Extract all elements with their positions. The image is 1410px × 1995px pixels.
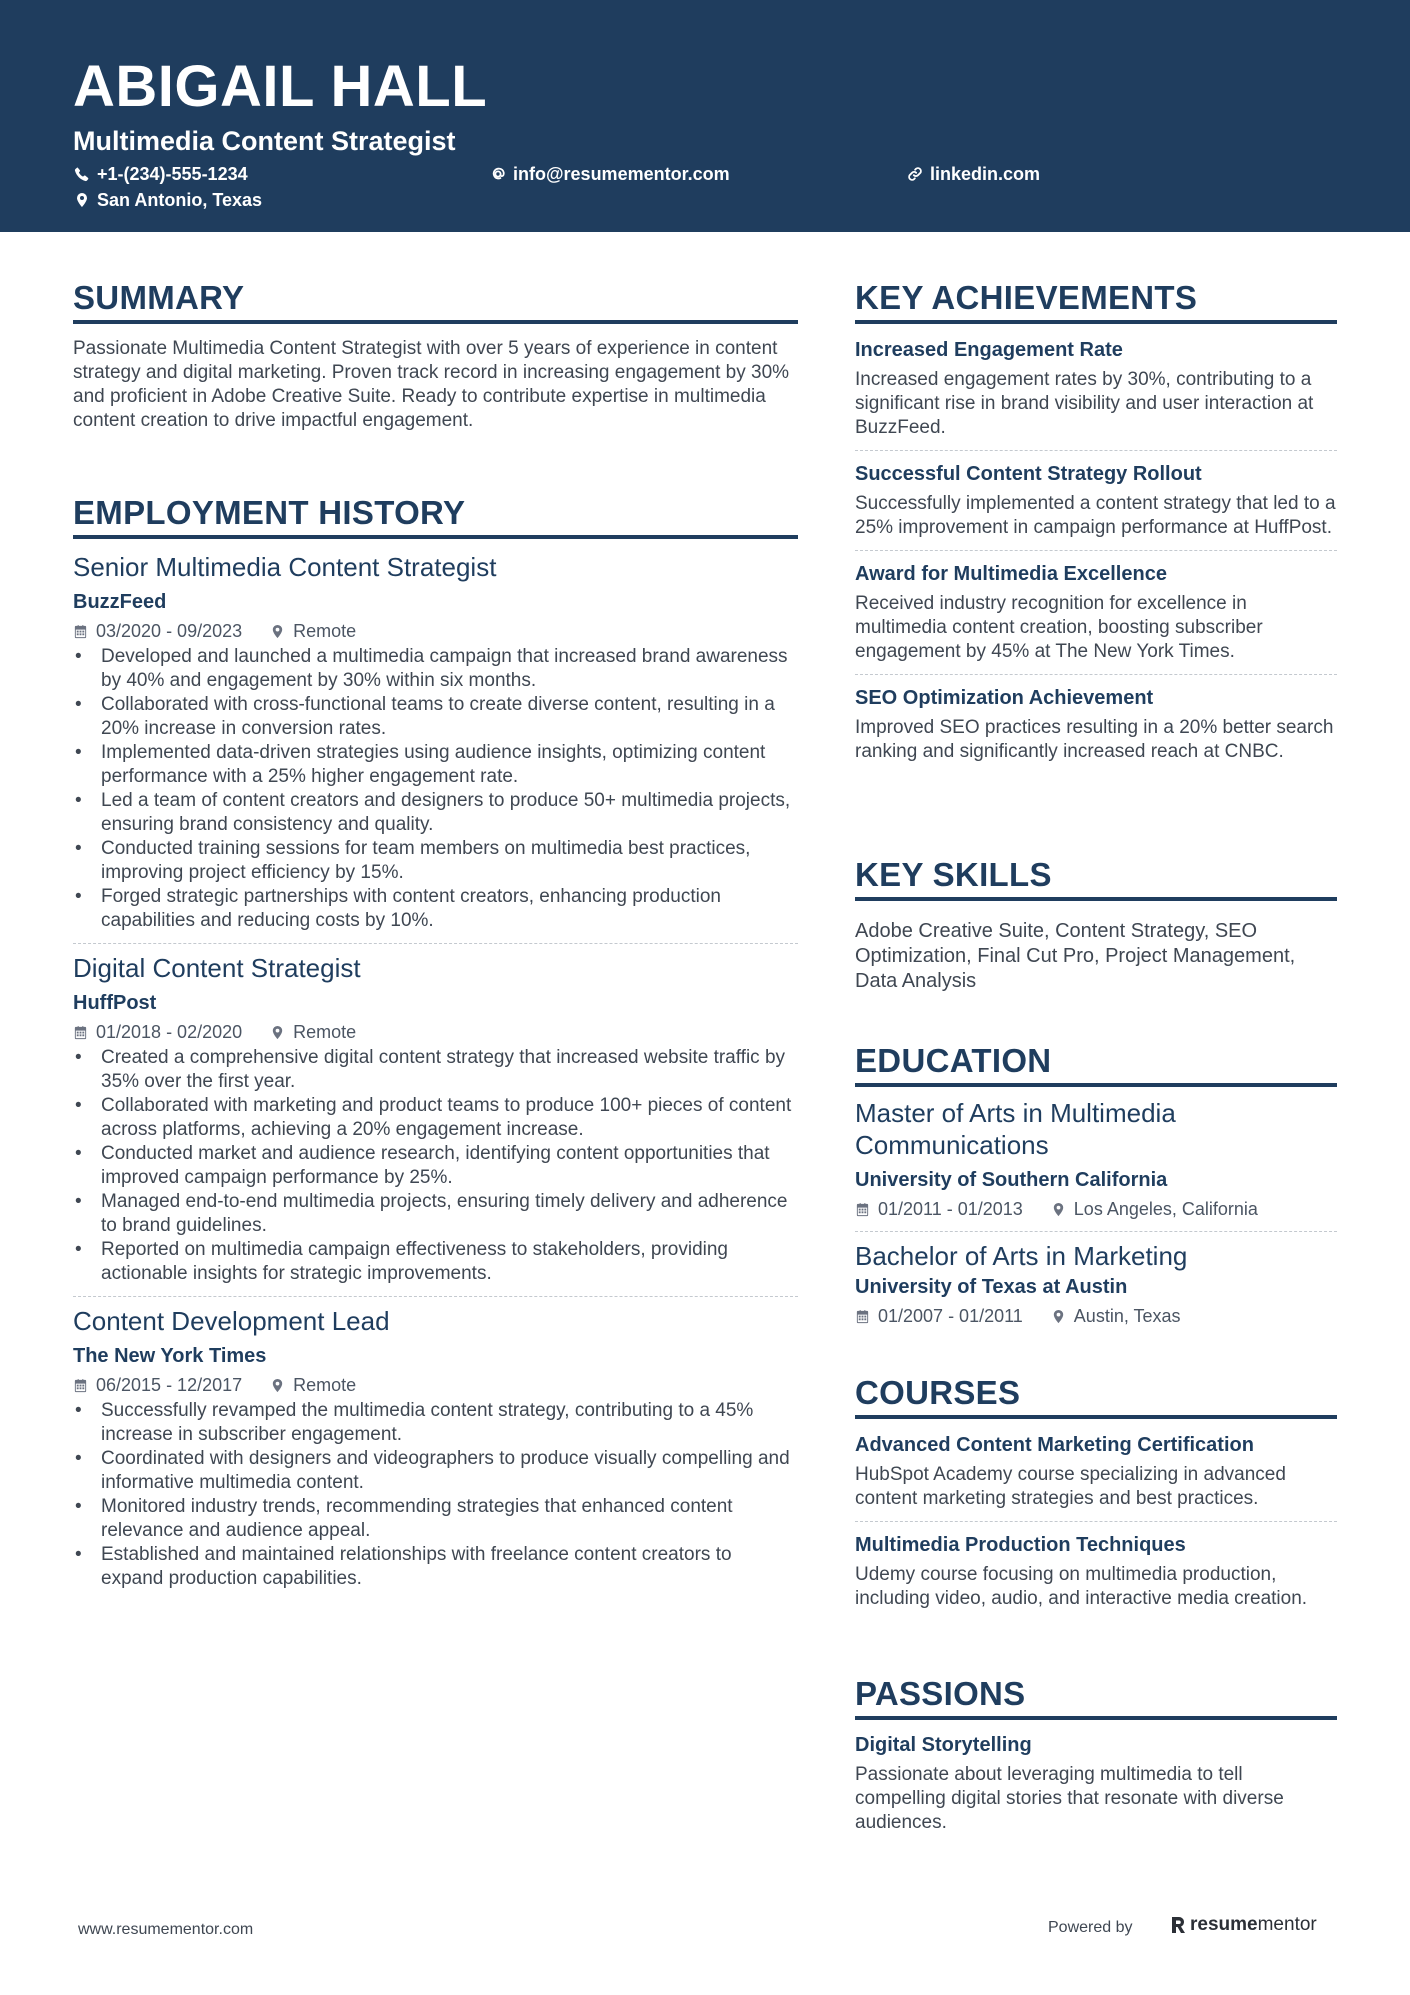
education-dates: 01/2011 - 01/2013 (855, 1197, 1023, 1221)
contact-email[interactable] (489, 165, 730, 183)
resumementor-logo-icon (1170, 1915, 1186, 1935)
passions-section (855, 1677, 1337, 1835)
bullet-item: • Collaborated with marketing and product teams to produce 100+ pieces of content across platforms, achieving a 20% engagement increase. (73, 1094, 798, 1142)
summary-section (73, 281, 798, 433)
calendar-icon (73, 1378, 88, 1393)
achievement-item (855, 337, 1337, 440)
bullet-item: • Created a comprehensive digital content strategy that increased website traffic by 35% over the first year. (73, 1046, 798, 1094)
map-pin-icon (1051, 1202, 1066, 1217)
degree-title: Bachelor of Arts in Marketing (855, 1241, 1188, 1271)
job-meta (73, 1020, 798, 1044)
divider (73, 943, 798, 944)
skills-section (855, 858, 1337, 994)
achievement-title: Award for Multimedia Excellence (855, 563, 1167, 585)
footer-website[interactable]: www.resumementor.com (78, 1921, 254, 1938)
job-title: Content Development Lead (73, 1306, 390, 1336)
achievement-desc: Increased engagement rates by 30%, contributing to a significant rise in brand visibility and user interaction at BuzzFeed. (855, 369, 1314, 438)
job-bullets (73, 1399, 798, 1591)
phone-icon (73, 165, 91, 183)
candidate-name: ABIGAIL HALL (73, 54, 488, 119)
at-sign-icon (489, 165, 507, 183)
resume-header (0, 0, 1410, 232)
job-company: HuffPost (73, 992, 157, 1014)
job-bullets (73, 1046, 798, 1286)
school-name: University of Texas at Austin (855, 1276, 1128, 1298)
achievement-desc: Improved SEO practices resulting in a 20% better search ranking and significantly increased reach at CNBC. (855, 717, 1334, 762)
divider (855, 674, 1337, 675)
job-company: The New York Times (73, 1345, 267, 1367)
degree-title: Master of Arts in Multimedia Communications (855, 1098, 1176, 1160)
skills-heading: KEY SKILLS (855, 858, 1337, 901)
contact-location (73, 191, 262, 209)
job-meta (73, 1373, 798, 1397)
divider (855, 450, 1337, 451)
course-item (855, 1532, 1337, 1611)
job-title: Digital Content Strategist (73, 953, 361, 983)
education-item (855, 1097, 1337, 1221)
job-dates: 03/2020 - 09/2023 (73, 619, 242, 643)
map-pin-icon (270, 1378, 285, 1393)
achievement-item (855, 685, 1337, 764)
map-pin-icon (73, 191, 91, 209)
bullet-item: • Conducted market and audience research, identifying content opportunities that improved campaign performance by 25%. (73, 1142, 798, 1190)
job-entry (73, 1305, 798, 1601)
brand-resume: resume (1190, 1914, 1258, 1935)
education-section (855, 1044, 1337, 1328)
achievement-desc: Successfully implemented a content strategy that led to a 25% improvement in campaign performance at HuffPost. (855, 493, 1336, 538)
job-title: Senior Multimedia Content Strategist (73, 552, 497, 582)
course-title: Multimedia Production Techniques (855, 1534, 1186, 1556)
education-location: Los Angeles, California (1051, 1197, 1258, 1221)
calendar-icon (855, 1309, 870, 1324)
bullet-item: • Coordinated with designers and videographers to produce visually compelling and informative multimedia content. (73, 1447, 798, 1495)
bullet-item: • Conducted training sessions for team members on multimedia best practices, improving project efficiency by 15%. (73, 837, 798, 885)
summary-heading: SUMMARY (73, 281, 798, 324)
job-bullets (73, 645, 798, 933)
footer-brand-logo[interactable] (1170, 1914, 1317, 1936)
map-pin-icon (1051, 1309, 1066, 1324)
achievement-desc: Received industry recognition for excellence in multimedia content creation, boosting subscriber engagement by 45% at The New York Times. (855, 593, 1263, 662)
achievement-item (855, 461, 1337, 540)
education-heading: EDUCATION (855, 1044, 1337, 1087)
linkedin-text: linkedin.com (930, 164, 1041, 184)
map-pin-icon (270, 624, 285, 639)
education-item (855, 1240, 1337, 1328)
calendar-icon (855, 1202, 870, 1217)
job-company: BuzzFeed (73, 591, 167, 613)
contact-linkedin[interactable] (906, 165, 1040, 183)
job-entry (73, 952, 798, 1296)
courses-section (855, 1376, 1337, 1611)
bullet-item: • Reported on multimedia campaign effectiveness to stakeholders, providing actionable insights for strategic improvements. (73, 1238, 798, 1286)
achievement-item (855, 561, 1337, 664)
divider (855, 550, 1337, 551)
employment-section (73, 496, 798, 1601)
passion-desc: Passionate about leveraging multimedia to tell compelling digital stories that resonate with diverse audiences. (855, 1764, 1284, 1833)
bullet-item: • Monitored industry trends, recommending strategies that enhanced content relevance and audience appeal. (73, 1495, 798, 1543)
school-name: University of Southern California (855, 1169, 1168, 1191)
bullet-item: • Collaborated with cross-functional teams to create diverse content, resulting in a 20% increase in conversion rates. (73, 693, 798, 741)
course-desc: HubSpot Academy course specializing in advanced content marketing strategies and best practices. (855, 1464, 1286, 1509)
course-title: Advanced Content Marketing Certification (855, 1434, 1254, 1456)
education-dates: 01/2007 - 01/2011 (855, 1304, 1023, 1328)
bullet-item: • Successfully revamped the multimedia content strategy, contributing to a 45% increase in subscriber engagement. (73, 1399, 798, 1447)
achievements-section (855, 281, 1337, 764)
divider (73, 1296, 798, 1297)
bullet-item: • Managed end-to-end multimedia projects, ensuring timely delivery and adherence to brand guidelines. (73, 1190, 798, 1238)
email-text: info@resumementor.com (513, 164, 730, 184)
map-pin-icon (270, 1025, 285, 1040)
course-item (855, 1432, 1337, 1511)
education-meta (855, 1304, 1337, 1328)
divider (855, 1231, 1337, 1232)
passion-title: Digital Storytelling (855, 1734, 1032, 1756)
course-desc: Udemy course focusing on multimedia production, including video, audio, and interactive media creation. (855, 1564, 1308, 1609)
bullet-item: • Developed and launched a multimedia campaign that increased brand awareness by 40% and engagement by 30% within six months. (73, 645, 798, 693)
job-dates: 01/2018 - 02/2020 (73, 1020, 242, 1044)
link-icon (906, 165, 924, 183)
bullet-item: • Forged strategic partnerships with content creators, enhancing production capabilities and reducing costs by 10%. (73, 885, 798, 933)
job-entry (73, 551, 798, 943)
passions-heading: PASSIONS (855, 1677, 1337, 1720)
calendar-icon (73, 624, 88, 639)
calendar-icon (73, 1025, 88, 1040)
job-dates: 06/2015 - 12/2017 (73, 1373, 242, 1397)
location-text: San Antonio, Texas (97, 190, 263, 210)
bullet-item: • Led a team of content creators and designers to produce 50+ multimedia projects, ensuring brand consistency and quality. (73, 789, 798, 837)
job-location: Remote (270, 1020, 356, 1044)
contact-phone[interactable] (73, 165, 248, 183)
job-location: Remote (270, 619, 356, 643)
achievement-title: Increased Engagement Rate (855, 339, 1123, 361)
education-location: Austin, Texas (1051, 1304, 1181, 1328)
achievement-title: SEO Optimization Achievement (855, 687, 1154, 709)
job-meta (73, 619, 798, 643)
summary-text: Passionate Multimedia Content Strategist with over 5 years of experience in content strategy and digital marketing. Proven track record in increasing engagement by 30% and proficient in Adobe Creative Suite. Ready to contribute expertise in multimedia content creation to drive impactful engagement. (73, 338, 790, 431)
courses-heading: COURSES (855, 1376, 1337, 1419)
footer-powered-by: Powered by (1048, 1919, 1133, 1936)
candidate-role: Multimedia Content Strategist (73, 126, 456, 156)
skills-text: Adobe Creative Suite, Content Strategy, SEO Optimization, Final Cut Pro, Project Management, Data Analysis (855, 920, 1296, 992)
bullet-item: • Implemented data-driven strategies using audience insights, optimizing content performance with a 25% higher engagement rate. (73, 741, 798, 789)
job-location: Remote (270, 1373, 356, 1397)
phone-text: +1-(234)-555-1234 (97, 164, 248, 184)
achievement-title: Successful Content Strategy Rollout (855, 463, 1202, 485)
education-meta (855, 1197, 1337, 1221)
employment-heading: EMPLOYMENT HISTORY (73, 496, 798, 539)
brand-mentor: mentor (1257, 1914, 1317, 1935)
divider (855, 1521, 1337, 1522)
achievements-heading: KEY ACHIEVEMENTS (855, 281, 1337, 324)
passion-item (855, 1732, 1337, 1835)
bullet-item: • Established and maintained relationships with freelance content creators to expand production capabilities. (73, 1543, 798, 1591)
